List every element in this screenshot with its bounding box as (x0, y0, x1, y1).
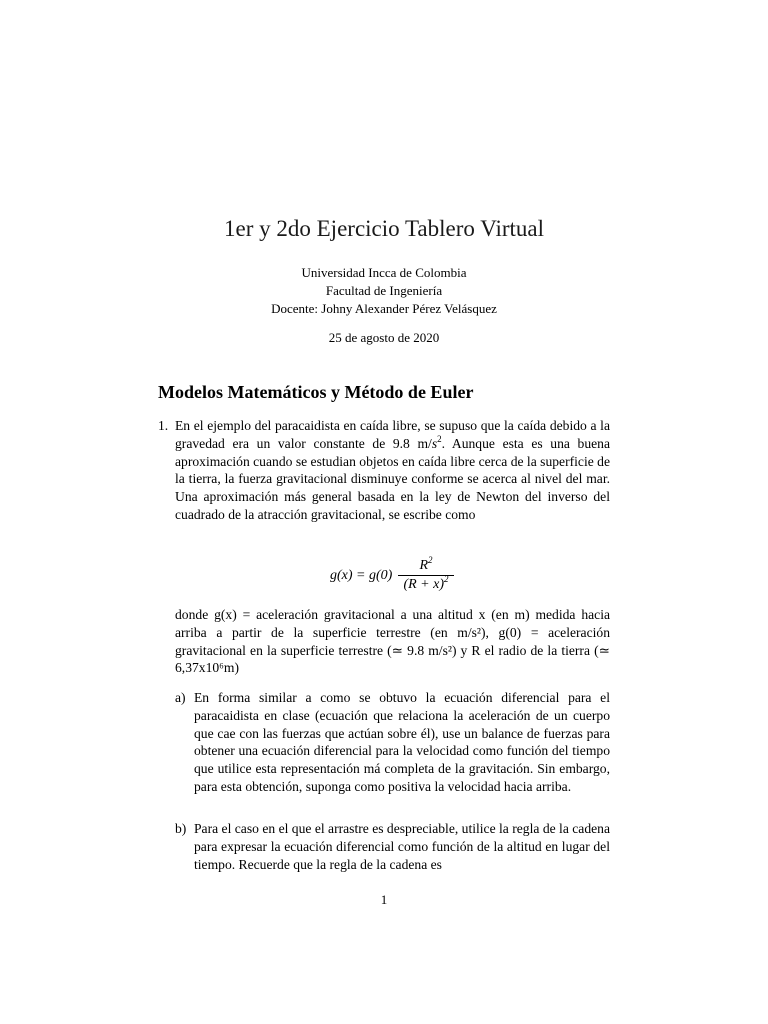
author-block (0, 264, 768, 318)
subitem-text: En forma similar a como se obtuvo la ecuación diferencial para el paracaidista en clase (ecuación que relaciona la aceleración de un cuerpo que cae con las fuerzas que actúan sobre él), use un balance de fuerzas para obtener una ecuación diferencial para la velocidad como función del tiempo que utilice esta representación má completa de la gravitación. Sin embargo, para esta obtención, suponga como positiva la velocidad hacia arriba. (194, 690, 610, 794)
document-title: 1er y 2do Ejercicio Tablero Virtual (224, 216, 544, 241)
section-title: Modelos Matemáticos y Método de Euler (158, 382, 474, 402)
equation-numerator: $R^2$ (419, 555, 433, 573)
subitem-b (175, 820, 610, 873)
author-line-teacher: Docente: Johny Alexander Pérez Velásquez (271, 301, 497, 316)
equation-fraction (398, 555, 454, 593)
document-date: 25 de agosto de 2020 (328, 330, 440, 345)
author-line-faculty: Facultad de Ingeniería (325, 283, 443, 298)
author-line-university: Universidad Incca de Colombia (301, 265, 467, 280)
equation-denominator: $(R + x)^2$ (403, 574, 449, 592)
item-number: 1. (158, 418, 169, 433)
exercise-item-1 (158, 417, 610, 524)
subitem-a (175, 689, 610, 796)
page-number: 1 (380, 892, 388, 907)
item-1-definitions: donde g(x) = aceleración gravitacional a una altitud x (en m) medida hacia arriba a partir de la superficie terrestre (en m/s²), g(0) = aceleración gravitacional en la superficie terrestre (≃ 9.8 m/s²) y R el radio de la tierra (≃ 6,37x10⁶m) (175, 607, 610, 676)
subitem-label: b) (175, 821, 187, 836)
equation-lhs: g(x) = g(0) (330, 568, 393, 583)
subitem-text: Para el caso en el que el arrastre es despreciable, utilice la regla de la cadena para expresar la ecuación diferencial como función de la altitud en lugar del tiempo. Recuerde que la regla de la cadena es (194, 821, 610, 872)
subitem-label: a) (175, 690, 186, 705)
item-1-intro: En el ejemplo del paracaidista en caída libre, se supuso que la caída debido a la gravedad era un valor constante de 9.8 $m/s^2$. Aunque esta es una buena aproximación cuando se estudian objetos en caída libre cerca de la superficie de la tierra, la fuerza gravitacional disminuye conforme se acerca al nivel del mar. Una aproximación más general basada en la ley de Newton del inverso del cuadrado de la atracción gravitacional, se escribe como (175, 418, 610, 522)
